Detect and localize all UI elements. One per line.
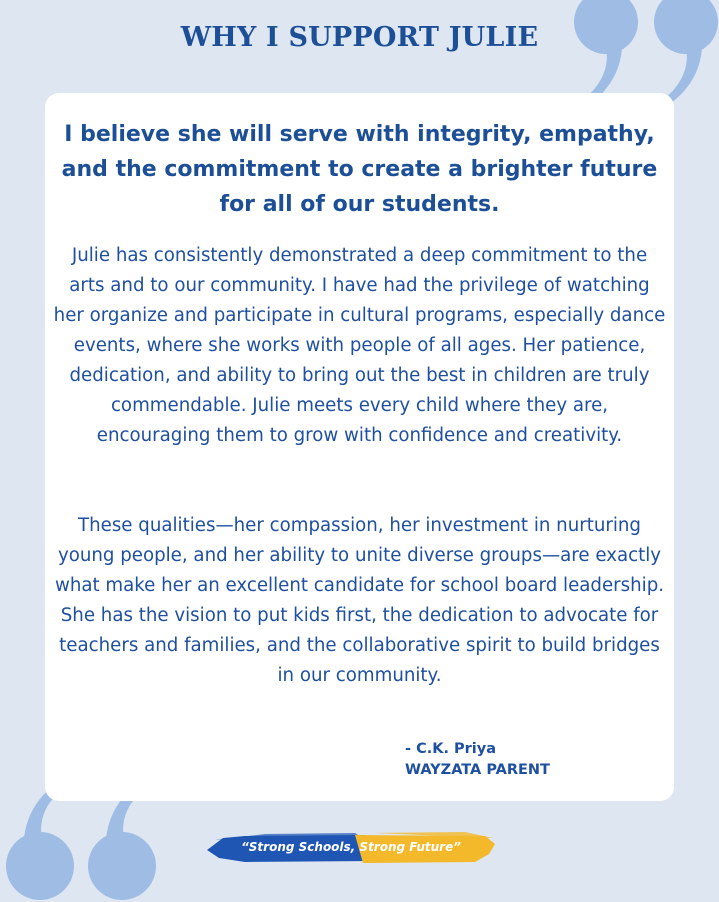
signature [405,739,550,781]
testimonial-paragraph-2: These qualities—her compassion, her investment in nurturing young people, and her ability to unite diverse groups—are exactly what make her an excellent candidate for school board leadership. She has the vision to put kids first, the dedication to advocate for teachers and families, and the collaborative spirit to build bridges in our community. [54,515,665,686]
lead-quote-text: I believe she will serve with integrity, empathy, and the commitment to create a brighter future for all of our students. [61,122,658,217]
signature-name: - C.K. Priya [405,741,496,757]
slogan-text: “Strong Schools, Strong Future” [241,840,461,854]
slogan-banner [205,828,497,870]
page-title: WHY I SUPPORT JULIE [180,22,539,53]
testimonial-card [45,93,674,801]
signature-role: WAYZATA PARENT [405,762,550,778]
lead-quote [45,117,674,222]
testimonial-paragraph-1: Julie has consistently demonstrated a deep commitment to the arts and to our community. I have had the privilege of watching her organize and participate in cultural programs, especially dance events, where she works with people of all ages. Her patience, dedication, and ability to bring out the best in children are truly commendable. Julie meets every child where they are, encouraging them to grow with confidence and creativity. [53,245,666,446]
